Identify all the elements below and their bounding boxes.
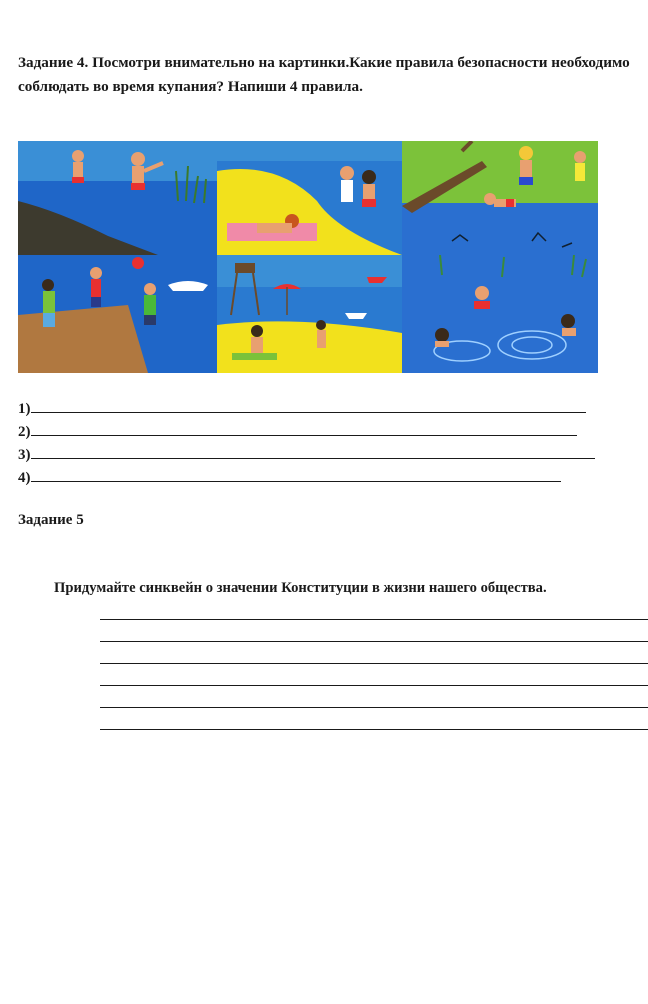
panel-diving <box>402 141 598 255</box>
panel-jumping-from-bank <box>18 141 217 255</box>
task4-title: Задание 4. Посмотри внимательно на картинки.Какие правила безопасности необходимо соблюдать во время купания? Напиши 4 правила. <box>18 54 630 95</box>
task5-prompt: Придумайте синквейн о значении Конституции в жизни нашего общества. <box>54 580 547 596</box>
cinquain-line-3[interactable] <box>100 642 648 664</box>
cinquain-lines <box>100 598 648 730</box>
answer-number: 1) <box>18 401 31 417</box>
cinquain-line-1[interactable] <box>100 598 648 620</box>
panel-ball-on-pier <box>18 255 217 373</box>
cinquain-line-2[interactable] <box>100 620 648 642</box>
cinquain-line-5[interactable] <box>100 686 648 708</box>
panel-sunbathing <box>217 141 402 255</box>
cinquain-line-6[interactable] <box>100 708 648 730</box>
answer-number: 3) <box>18 447 31 463</box>
answer-number: 2) <box>18 424 31 440</box>
panel-whirlpool <box>402 255 598 373</box>
panel-beach-tower <box>217 255 402 373</box>
answer-line-3[interactable] <box>18 444 595 467</box>
swimming-illustrations <box>18 141 600 373</box>
answer-line-2[interactable] <box>18 421 595 444</box>
answer-number: 4) <box>18 470 31 486</box>
answer-lines <box>18 398 595 490</box>
task5-title: Задание 5 <box>18 512 84 528</box>
answer-line-1[interactable] <box>18 398 595 421</box>
cinquain-line-4[interactable] <box>100 664 648 686</box>
answer-line-4[interactable] <box>18 467 595 490</box>
